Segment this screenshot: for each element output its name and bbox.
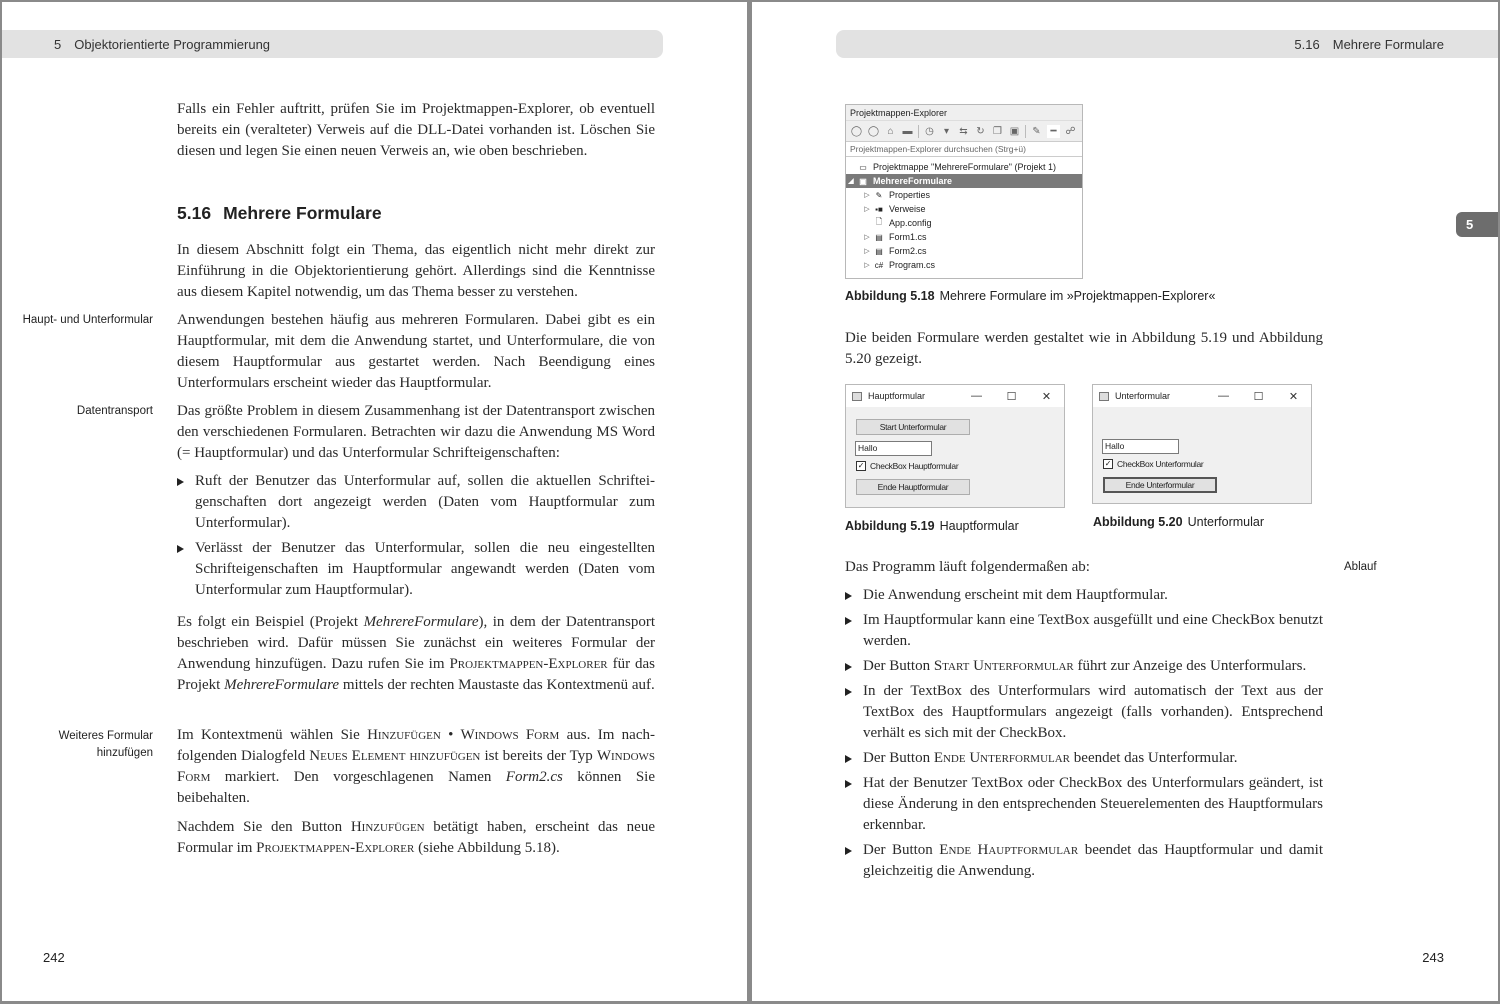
page-number-right: 243 [1422,950,1444,965]
wrench-icon: ✎ [875,190,883,200]
bullet-triangle-icon [845,847,852,855]
tree-item-solution[interactable]: ▭ Projektmappe "MehrereFormulare" (Projekt 1) [846,160,1082,174]
form-icon: ▤ [875,246,883,256]
refresh-icon[interactable]: ↻ [976,125,985,137]
minimize-icon[interactable]: — [971,390,982,402]
intro-paragraph: Falls ein Fehler auftritt, prüfen Sie im Projektmappen-Explorer, ob eventuell bereits ein (veralteter) Verweis auf die DLL-Datei vorhanden ist. Löschen Sie diesen und legen Sie einen neuen Verweis an, wie oben beschrieben. [177,101,655,159]
references-icon: ▪■ [875,204,883,214]
checkmark-icon: ✓ [857,461,865,470]
paragraph: Anwendungen bestehen häufig aus mehreren Formularen. Dabei gibt es ein Hauptformular, mit dem die Anwendung startet, und Unterformulare, die von diesem Hauptformular aus gestartet werden. Nach Beendigung eines Unterformulars erscheint wieder das Hauptformular. [177,312,655,391]
list-item: Verlässt der Benutzer das Unterformular, sollen die neu eingestellten Schrifteigenschaften im Hauptformular angewandt werden (Daten vom Unterformular zum Hauptformular). [177,538,655,601]
forward-icon[interactable]: ◯ [867,125,880,137]
figure-caption-5-19: Abbildung 5.19 Hauptformular [845,519,1019,533]
tree-item-form1[interactable]: ▷ ▤ Form1.cs [846,230,1082,244]
bullet-triangle-icon [845,617,852,625]
tree-item-form2[interactable]: ▷ ▤ Form2.cs [846,244,1082,258]
margin-note-weiteres-formular: Weiteres Formular hinzufügen [58,730,153,759]
form-icon: ▤ [875,232,883,242]
home-icon[interactable]: ⌂ [887,125,894,137]
paragraph: Es folgt ein Beispiel (Projekt MehrereFormulare), in dem der Datentransport beschrieben wird. Dafür müssen Sie zunächst ein weiteres Formular der Anwendung hinzufügen. Dazu rufen Sie im Projektmappen-Explorer für das Projekt MehrereFormulare mittels der rechten Maustaste das Kontextmenü auf. [177,614,655,693]
bullet-triangle-icon [845,755,852,763]
window-titlebar: Unterformular — ☐ ✕ [1093,385,1311,407]
collapsed-arrow-icon[interactable]: ▷ [864,234,870,241]
bullet-triangle-icon [177,545,184,553]
list-item: Im Hauptformular kann eine TextBox ausgefüllt und eine CheckBox benutzt werden. [845,610,1323,652]
properties-wrench-icon[interactable]: ✎ [1032,125,1041,137]
ende-hauptformular-button[interactable]: Ende Hauptformular [856,479,970,495]
checkmark-icon: ✓ [1104,459,1112,468]
show-all-files-icon[interactable]: ▣ [1009,125,1020,137]
bullet-triangle-icon [845,780,852,788]
view-icon[interactable]: ☍ [1065,125,1076,137]
solution-tree [846,157,1082,272]
paragraph: Das Programm läuft folgendermaßen ab: [845,559,1090,575]
dropdown-icon[interactable]: ▾ [943,125,950,137]
collapsed-arrow-icon[interactable]: ▷ [864,192,870,199]
app-icon [1099,392,1109,401]
chapter-thumb-tab: 5 [1456,212,1498,237]
paragraph: Nachdem Sie den Button Hinzufügen betätigt haben, erscheint das neue Formular im Projektmappen-Explorer (siehe Abbildung 5.18). [177,819,655,856]
folder-icon[interactable]: ▬ [902,125,913,137]
list-item: Der Button Ende Hauptformular beendet das Hauptformular und damit gleichzeitig die Anwendung. [845,840,1323,882]
running-head-left [2,30,663,58]
list-item: Hat der Benutzer TextBox oder CheckBox des Unterformulars geändert, ist diese Änderung in den entsprechenden Steuerelementen des Hauptformulars erkennbar. [845,773,1323,836]
collapse-icon[interactable]: ❐ [993,125,1002,137]
solution-explorer-toolbar [846,121,1082,141]
expanded-arrow-icon[interactable]: ◢ [848,178,854,185]
bullet-list [177,471,655,605]
figure-caption-5-20: Abbildung 5.20 Unterformular [1093,515,1265,529]
collapsed-arrow-icon[interactable]: ▷ [864,248,870,255]
bullet-triangle-icon [845,688,852,696]
unterformular-window [1092,384,1312,504]
collapsed-arrow-icon[interactable]: ▷ [864,262,870,269]
hauptformular-window [845,384,1065,508]
paragraph: Die beiden Formulare werden gestaltet wie in Abbildung 5.19 und Abbildung 5.20 gezeigt. [845,330,1323,367]
toolbar-separator [1025,125,1026,138]
window-titlebar: Hauptformular — ☐ ✕ [846,385,1064,407]
list-item: Die Anwendung erscheint mit dem Hauptformular. [845,585,1323,606]
paragraph: Das größte Problem in diesem Zusammenhang ist der Datentransport zwischen den verschiedenen Formularen. Betrachten wir dazu die Anwendung MS Word (= Hauptformular) und das Unterformular Schrifteigenschaften: [177,403,655,461]
close-icon[interactable]: ✕ [1288,390,1299,403]
running-head-right [836,30,1498,58]
solution-icon: ▭ [859,162,867,172]
right-page [752,2,1498,1001]
maximize-icon[interactable]: ☐ [1253,390,1264,403]
maximize-icon[interactable]: ☐ [1006,390,1017,403]
list-item: Ruft der Benutzer das Unterformular auf, sollen die aktuellen Schrifteigenschaften dort angezeigt werden (Daten vom Hauptformular zum Unterformular). [177,471,655,534]
back-icon[interactable]: ◯ [850,125,863,137]
start-unterformular-button[interactable]: Start Unterformular [856,419,970,435]
section-heading [177,203,382,224]
toolbar-separator [918,125,919,138]
csharp-file-icon: c# [874,260,884,270]
unterformular-textbox[interactable]: Hallo [1102,439,1179,454]
tree-item-references[interactable]: ▷ ▪■ Verweise [846,202,1082,216]
tree-item-app-config[interactable]: 🗋 App.config [846,216,1082,230]
pin-icon[interactable]: ━ [1047,125,1060,138]
close-icon[interactable]: ✕ [1041,390,1052,403]
tree-item-program[interactable]: ▷ c# Program.cs [846,258,1082,272]
margin-note-haupt-unter: Haupt- und Unterformular [22,314,153,326]
hauptformular-checkbox[interactable]: ✓ CheckBox Hauptformular [857,461,959,471]
section-title: Mehrere Formulare [1332,36,1444,52]
hauptformular-textbox[interactable]: Hallo [855,441,932,456]
list-item: Der Button Start Unterformular führt zur Anzeige des Unterformulars. [845,656,1323,677]
list-item: Der Button Ende Unterformular beendet das Unterformular. [845,748,1323,769]
bullet-triangle-icon [845,592,852,600]
chapter-number: 5 [54,36,62,52]
solution-explorer-title: Projektmappen-Explorer [846,105,1082,121]
page-number-left: 242 [43,950,65,965]
list-item: In der TextBox des Unterformulars wird automatisch der Text aus der TextBox des Hauptformulars angezeigt (falls vorhanden). Entsprechend verhält es sich mit der CheckBox. [845,681,1323,744]
margin-note-ablauf: Ablauf [1344,561,1377,573]
tree-item-properties[interactable]: ▷ ✎ Properties [846,188,1082,202]
chapter-title: Objektorientierte Programmierung [74,36,271,52]
section-number: 5.16 [1294,36,1320,52]
bullet-triangle-icon [845,663,852,671]
figure-caption-5-18: Abbildung 5.18 Mehrere Formulare im »Projektmappen-Explorer« [845,289,1216,303]
bullet-list [845,585,1323,886]
app-icon [852,392,862,401]
sync-icon[interactable]: ⇆ [959,125,968,137]
solution-explorer-search-input[interactable]: Projektmappen-Explorer durchsuchen (Strg+ü) [846,141,1082,157]
left-page [2,2,747,1001]
section-number: 5.16 [177,203,212,223]
bullet-triangle-icon [177,478,184,486]
history-icon[interactable]: ◷ [925,125,934,137]
tree-item-project[interactable]: ◢ ▣ MehrereFormulare [846,174,1082,188]
ende-unterformular-button[interactable]: Ende Unterformular [1103,477,1217,493]
section-title: Mehrere Formulare [223,203,382,223]
minimize-icon[interactable]: — [1218,390,1229,402]
unterformular-checkbox[interactable]: ✓ CheckBox Unterformular [1104,459,1204,469]
margin-note-datentransport: Datentransport [76,405,153,417]
collapsed-arrow-icon[interactable]: ▷ [864,206,870,213]
csharp-project-icon: ▣ [859,176,867,186]
solution-explorer-figure [845,104,1083,279]
config-file-icon: 🗋 [875,217,883,226]
paragraph: Im Kontextmenü wählen Sie Hinzufügen • Windows Form aus. Im nachfolgenden Dialogfeld Neues Element hinzufügen ist bereits der Typ Windows Form markiert. Den vorgeschlagenen Namen Form2.cs können Sie beibehalten. [177,727,656,806]
paragraph: In diesem Abschnitt folgt ein Thema, das eigentlich nicht mehr direkt zur Einführung in die Objektorientierung gehört. Allerdings sind die Kenntnisse aus diesem Kapitel notwendig, um das Thema besser zu verstehen. [177,242,655,300]
